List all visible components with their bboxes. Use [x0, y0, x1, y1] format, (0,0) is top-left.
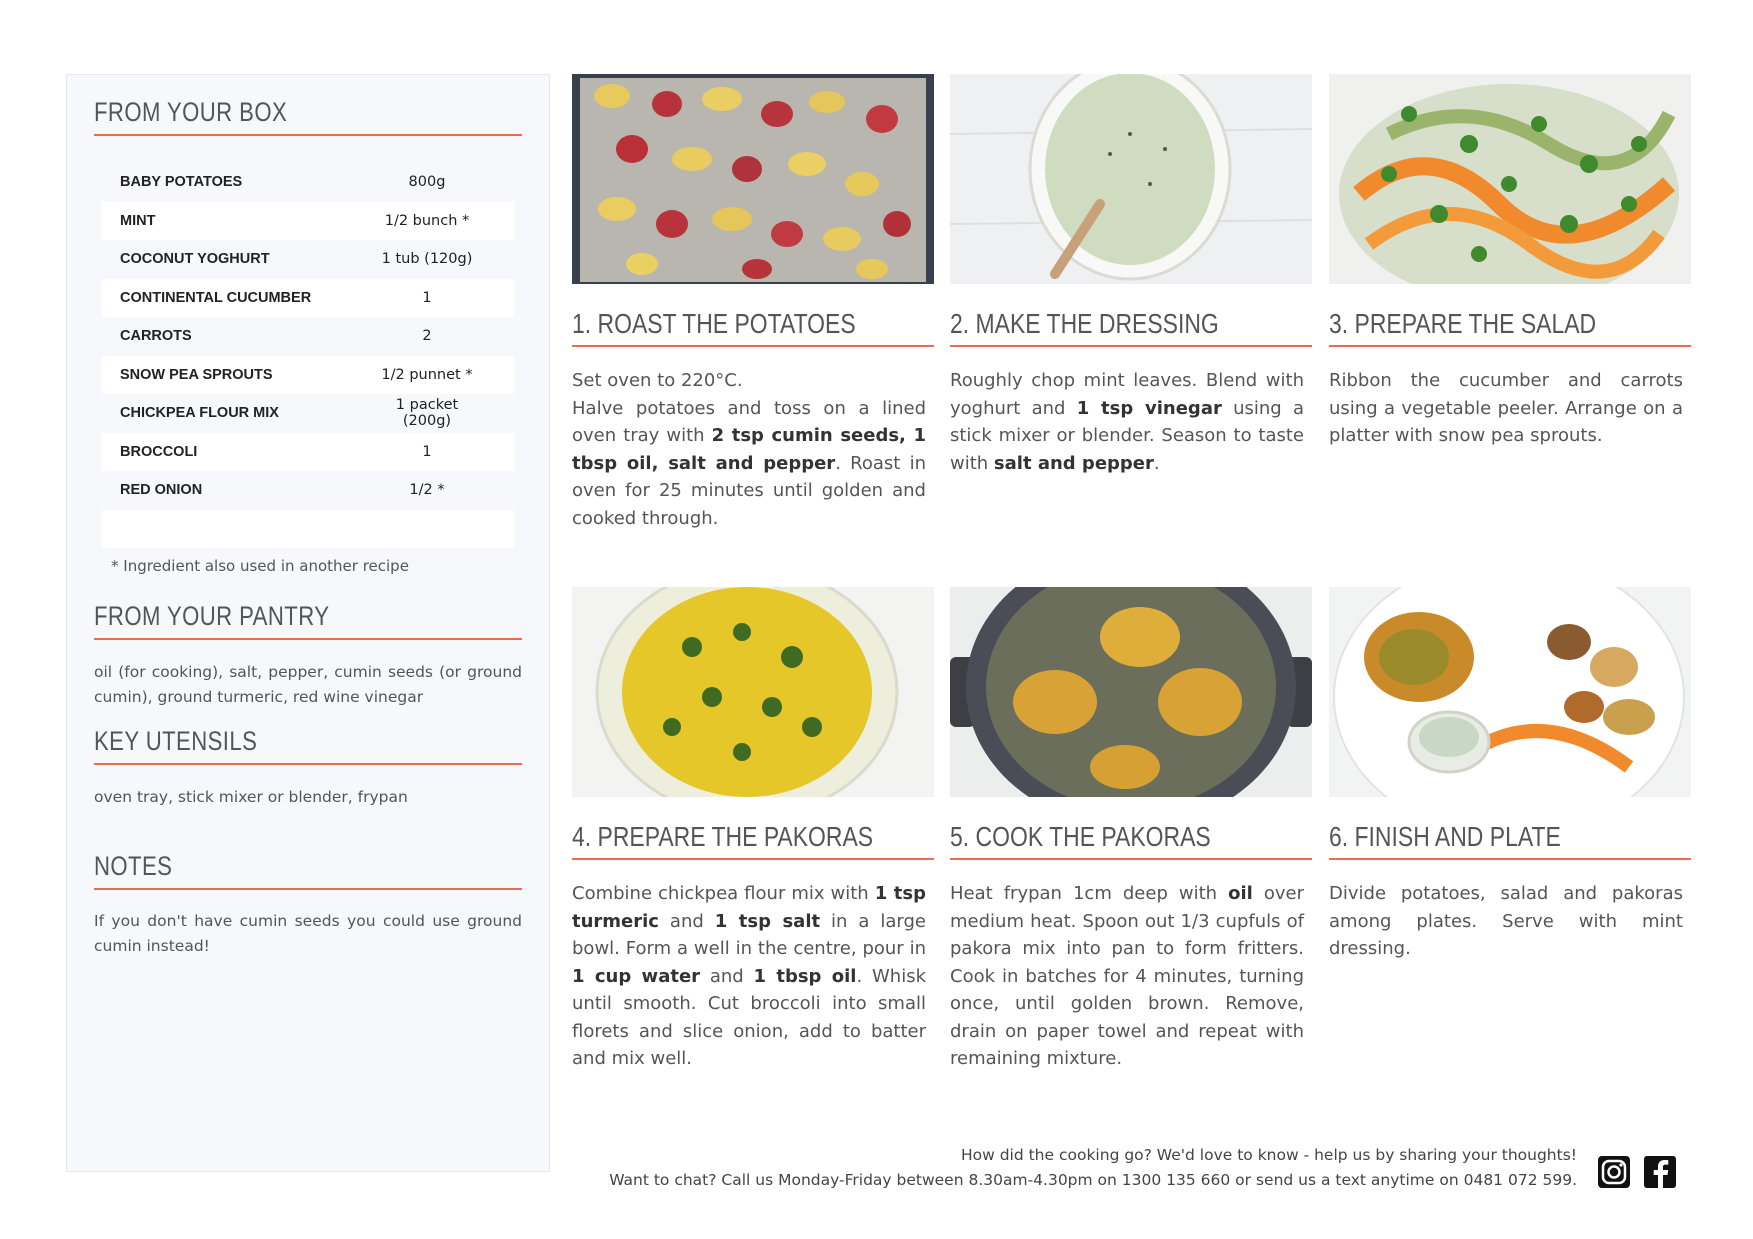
step-3	[1329, 74, 1691, 450]
step-6-photo	[1329, 587, 1691, 797]
ingredient-qty: 1 tub (120g)	[381, 251, 473, 268]
step-3-text	[1329, 367, 1691, 450]
ingredient-qty: 1	[422, 443, 432, 460]
ingredient-name: BABY POTATOES	[120, 174, 243, 191]
ingredient-row	[102, 433, 514, 472]
key-utensils-heading: KEY UTENSILS	[94, 726, 522, 765]
step-text-part: Roughly chop mint leaves. Blend with yoghurt and	[950, 370, 1304, 419]
step-text-part: Heat frypan 1cm deep with	[950, 883, 1229, 904]
ingredient-qty: 2	[422, 328, 432, 345]
ingredient-row	[102, 317, 514, 356]
step-text-part: . Whisk until smooth. Cut broccoli into small florets and slice onion, add to batter and mix well.	[572, 965, 927, 1069]
ingredient-table	[102, 163, 514, 548]
ingredient-row	[102, 163, 514, 202]
step-text-bold: 1 tsp turmeric	[572, 883, 926, 932]
step-text-part: Ribbon the cucumber and carrots using a vegetable peeler. Arrange on a platter with snow pea sprouts.	[1329, 370, 1683, 446]
step-6-text	[1329, 880, 1691, 963]
ingredients-panel	[66, 74, 550, 1172]
ingredient-qty: 1	[422, 289, 432, 306]
ingredient-name: COCONUT YOGHURT	[120, 251, 270, 268]
footer-contact: Want to chat? Call us Monday-Friday between 8.30am-4.30pm on 1300 135 660 or send us a text anytime on 0481 072 599.	[609, 1171, 1577, 1189]
step-text-bold: 1 tsp salt	[714, 910, 821, 932]
step-1	[572, 74, 934, 532]
ingredient-row	[102, 240, 514, 279]
step-text-bold: oil	[1228, 883, 1253, 904]
notes-text: If you don't have cumin seeds you could use ground cumin instead!	[94, 912, 522, 955]
step-text-part: . Roast in oven for 25 minutes until golden and cooked through.	[572, 452, 926, 529]
step-2-title: 2. MAKE THE DRESSING	[950, 308, 1312, 347]
step-text-part: and	[700, 965, 754, 987]
ingredient-row	[102, 471, 514, 510]
step-5	[950, 587, 1312, 1073]
step-text-part: Divide potatoes, salad and pakoras among plates. Serve with mint dressing.	[1329, 883, 1683, 959]
ingredient-name: SNOW PEA SPROUTS	[120, 366, 273, 383]
pantry-text: oil (for cooking), salt, pepper, cumin seeds (or ground cumin), ground turmeric, red wine vinegar	[94, 663, 522, 706]
ingredient-row	[102, 202, 514, 241]
step-text-part: and	[658, 910, 715, 932]
ingredient-name: CONTINENTAL CUCUMBER	[120, 289, 312, 306]
step-1-text	[572, 367, 934, 532]
ingredient-qty: 1/2 bunch *	[384, 212, 470, 229]
step-text-bold: 1 cup water	[572, 965, 701, 987]
facebook-icon[interactable]	[1642, 1154, 1678, 1194]
step-1-title: 1. ROAST THE POTATOES	[572, 308, 934, 347]
step-4	[572, 587, 934, 1073]
step-6	[1329, 587, 1691, 963]
step-2-photo	[950, 74, 1312, 284]
step-text-bold: 1 tbsp oil	[753, 965, 857, 987]
ingredient-qty: 1/2 punnet *	[381, 366, 473, 383]
step-text-bold: salt and pepper	[993, 452, 1154, 474]
step-text-part: Halve potatoes and toss on a lined oven tray with	[572, 397, 926, 446]
from-your-box-heading: FROM YOUR BOX	[94, 97, 522, 136]
notes-heading: NOTES	[94, 851, 522, 890]
step-2	[950, 74, 1312, 477]
utensils-text: oven tray, stick mixer or blender, frypan	[94, 788, 408, 806]
ingredient-qty: 1 packet (200g)	[395, 397, 459, 430]
step-5-title: 5. COOK THE PAKORAS	[950, 821, 1312, 860]
ingredient-name: RED ONION	[120, 482, 203, 499]
step-5-photo	[950, 587, 1312, 797]
ingredient-name: BROCCOLI	[120, 443, 198, 460]
step-text-part: using a stick mixer or blender. Season to taste with	[950, 397, 1304, 474]
step-text-bold: 1 tsp vinegar	[1076, 397, 1222, 419]
ingredient-note: * Ingredient also used in another recipe	[111, 557, 409, 575]
step-5-text	[950, 880, 1312, 1073]
step-6-title: 6. FINISH AND PLATE	[1329, 821, 1691, 860]
step-text-part: in a large bowl. Form a well in the centre, pour in	[572, 910, 926, 959]
ingredient-name: CARROTS	[120, 328, 192, 345]
step-1-photo	[572, 74, 934, 284]
step-text-bold: 2 tsp cumin seeds, 1 tbsp oil, salt and pepper	[572, 425, 926, 474]
step-4-text	[572, 880, 934, 1073]
ingredient-row-empty	[102, 510, 514, 549]
ingredient-row	[102, 394, 514, 433]
step-text-part: .	[1153, 452, 1160, 474]
instagram-icon[interactable]	[1596, 1154, 1632, 1194]
step-text-part: Set oven to 220°C.	[572, 370, 743, 391]
footer-feedback: How did the cooking go? We'd love to know - help us by sharing your thoughts!	[960, 1146, 1577, 1164]
step-2-text	[950, 367, 1312, 477]
ingredient-qty: 800g	[408, 174, 446, 191]
ingredient-row	[102, 279, 514, 318]
step-4-title: 4. PREPARE THE PAKORAS	[572, 821, 934, 860]
step-text-part: Combine chickpea flour mix with	[572, 883, 875, 904]
step-4-photo	[572, 587, 934, 797]
ingredient-name: CHICKPEA FLOUR MIX	[120, 405, 279, 422]
step-text-part: over medium heat. Spoon out 1/3 cupfuls of pakora mix into pan to form fritters. Cook in batches for 4 minutes, turning once, until golden brown. Remove, drain on paper towel and repeat with remaining mixture.	[950, 883, 1304, 1069]
from-your-pantry-heading: FROM YOUR PANTRY	[94, 601, 522, 640]
ingredient-qty: 1/2 *	[409, 482, 445, 499]
ingredient-name: MINT	[120, 212, 156, 229]
step-3-title: 3. PREPARE THE SALAD	[1329, 308, 1691, 347]
step-3-photo	[1329, 74, 1691, 284]
ingredient-row	[102, 356, 514, 395]
